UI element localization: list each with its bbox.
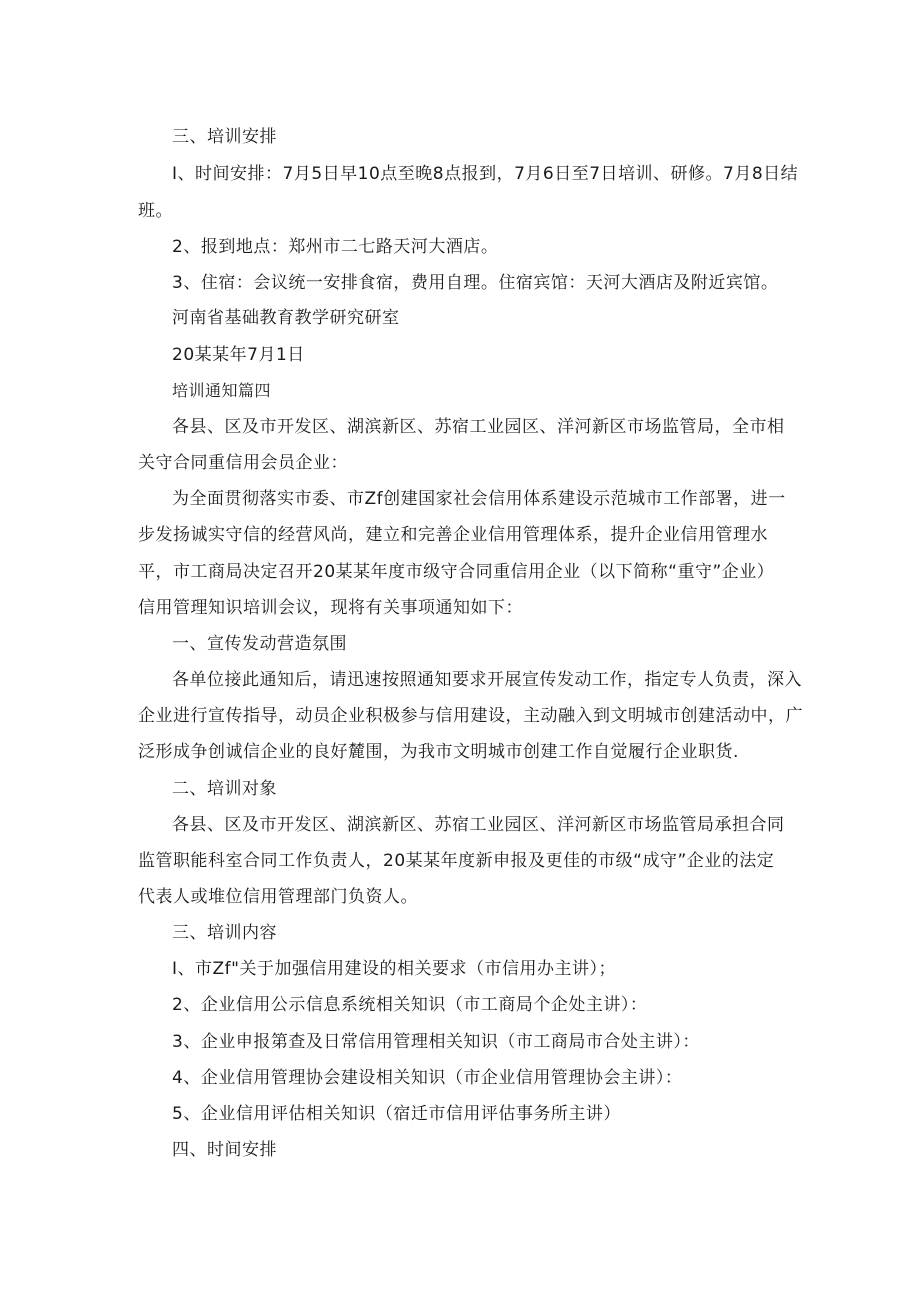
paragraph-line: 3、住宿：会议统一安排食宿，费用自理。住宿宾馆：天河大酒店及附近宾馆。 — [172, 273, 779, 293]
paragraph-line: 监管职能科室合同工作负责人，20某某年度新申报及更佳的市级“成守”企业的法定 — [138, 851, 775, 871]
paragraph-line: 平，市工商局决定召开20某某年度市级守合同重信用企业（以下简称“重守”企业） — [138, 562, 775, 582]
paragraph-line: 为全面贯彻落实市委、市Zf创建国家社会信用体系建设示范城市工作部署，进一 — [172, 489, 786, 509]
paragraph-line: 各县、区及市开发区、湖滨新区、苏宿工业园区、洋河新区市场监管局，全市相 — [172, 417, 785, 437]
paragraph-line: 班。 — [138, 201, 173, 221]
paragraph-line: 步发扬诚实守信的经营风尚，建立和完善企业信用管理体系，提升企业信用管理水 — [138, 525, 768, 545]
list-item: 2、企业信用公示信息系统相关知识（市工商局个企处主讲）： — [172, 995, 648, 1015]
heading-training-content: 三、培训内容 — [172, 923, 277, 943]
paragraph-line: 各县、区及市开发区、湖滨新区、苏宿工业园区、洋河新区市场监管局承担合同 — [172, 815, 785, 835]
signature-organization: 河南省基础教育教学研究研室 — [172, 308, 400, 328]
heading-training-arrangement: 三、培训安排 — [172, 127, 277, 147]
heading-time-arrangement: 四、时间安排 — [172, 1140, 277, 1160]
paragraph-line: 关守合同重信用会员企业： — [138, 453, 348, 473]
paragraph-line: 泛形成争创诚信企业的良好麓围，为我市文明城市创建工作自觉履行企业职货. — [138, 742, 739, 762]
paragraph-line: 企业进行宣传指导，动员企业积极参与信用建设，主动融入到文明城市创建活动中，广 — [138, 706, 803, 726]
heading-training-target: 二、培训对象 — [172, 779, 277, 799]
paragraph-line: 信用管理知识培训会议，现将有关事项通知如下： — [138, 598, 523, 618]
paragraph-line: I、时间安排：7月5日早10点至晚8点报到，7月6日至7日培训、研修。7月8日结 — [172, 164, 799, 184]
heading-publicity: 一、宣传发动营造氛围 — [172, 634, 347, 654]
paragraph-line: 各单位接此通知后，请迅速按照通知要求开展宣传发动工作，指定专人负责，深入 — [172, 670, 802, 690]
list-item: I、市Zf"关于加强信用建设的相关要求（市信用办主讲）； — [172, 959, 616, 979]
paragraph-line: 代表人或堆位信用管理部门负资人。 — [138, 887, 418, 907]
paragraph-line: 2、报到地点：郑州市二七路天河大酒店。 — [172, 237, 499, 257]
section-title: 培训通知篇四 — [172, 381, 272, 400]
signature-date: 20某某年7月1日 — [172, 345, 305, 365]
list-item: 3、企业申报第查及日常信用管理相关知识（市工商局市合处主讲）： — [172, 1032, 700, 1052]
list-item: 5、企业信用评估相关知识（宿迁市信用评估事务所主讲） — [172, 1104, 621, 1124]
list-item: 4、企业信用管理协会建设相关知识（市企业信用管理协会主讲）： — [172, 1068, 683, 1088]
